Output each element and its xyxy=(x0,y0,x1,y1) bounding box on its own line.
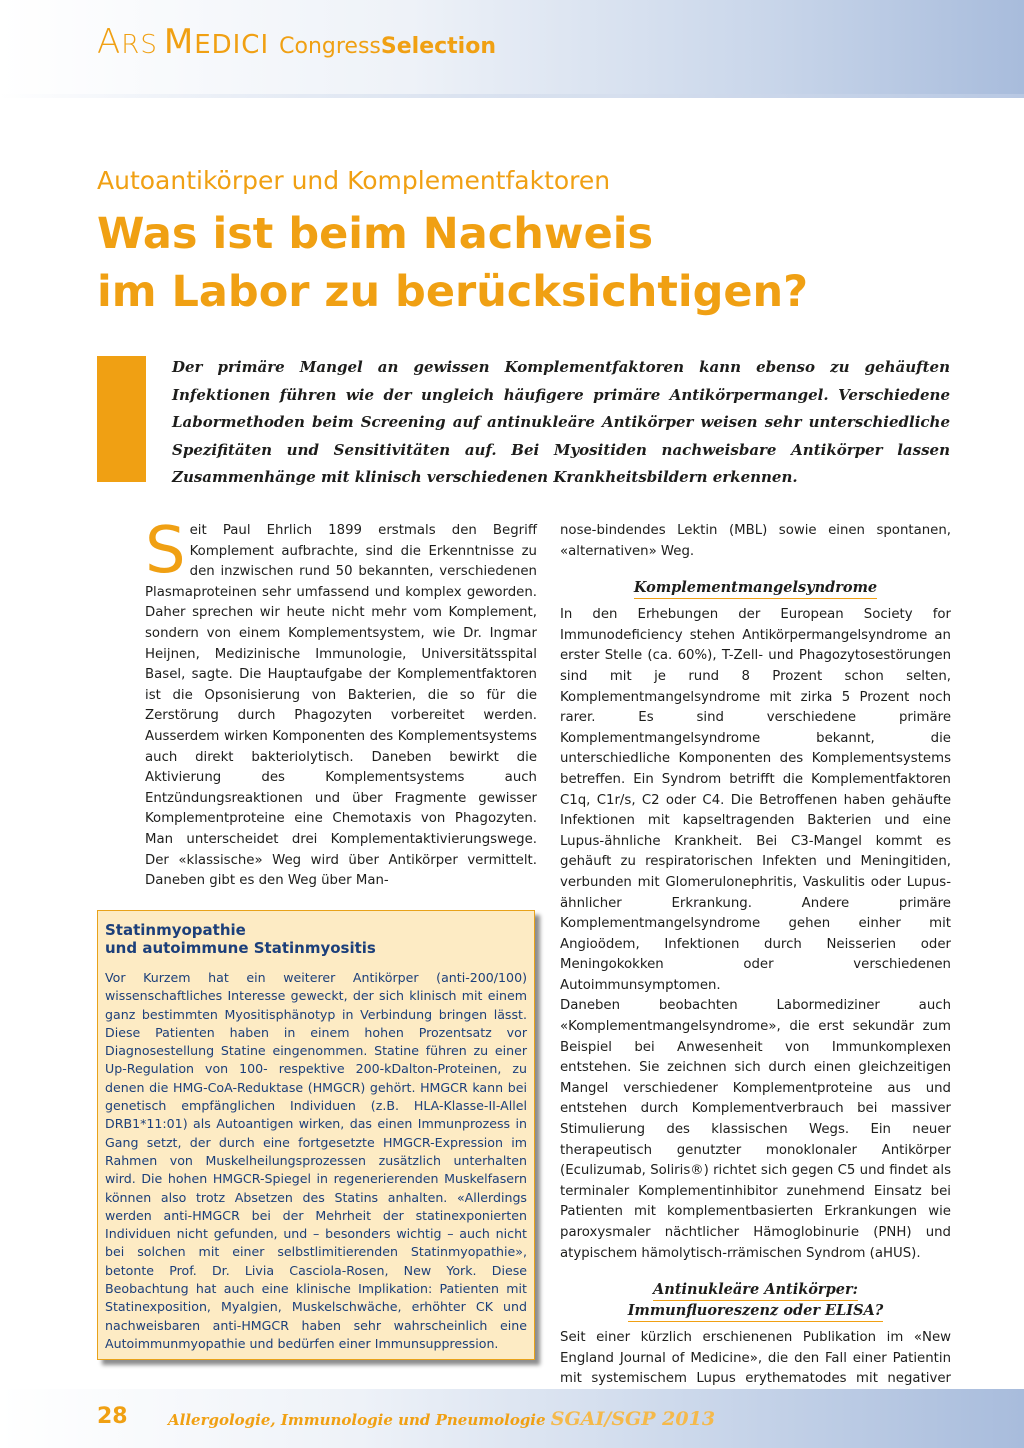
right-column-paragraph-1: In den Erhebungen der European Society for Immunodeficiency stehen Antikörpermangelsyndrome an erster Stelle (ca. 60%), T-Zell- und Phagozytosestörungen sind mit je rund 8 Prozent schon selten, Komplementmangelsyndrome mit zirka 5 Prozent noch rarer. Es sind verschiedene primäre Komplementmangelsyndrome bekannt, die unterschiedliche Komponenten des Komplementsystems betreffen. Ein Syndrom betrifft die Komplementfaktoren C1q, C1r/s, C2 oder C4. Die Betroffenen haben gehäufte Infektionen mit kapseltragenden Bakterien und eine Lupus-ähnliche Krankheit. Bei C3-Mangel kommt es gehäuft zu respiratorischen Infekten und Meningitiden, verbunden mit Glomerulonephritis, Vaskulitis oder Lupus-ähnlicher Erkrankung. Andere primäre Komplementmangelsyndrome gehen einher mit Angioödem, Infektionen durch Neisserien oder Meningokokken oder verschiedenen Autoimmunsymptomen. xyxy=(560,607,951,993)
journal-edition: SGAI/SGP 2013 xyxy=(550,1408,716,1430)
journal-title: Allergologie, Immunologie und Pneumologie xyxy=(168,1411,546,1429)
brand-congress: Congress xyxy=(279,34,381,59)
right-column-paragraph-2: Daneben beobachten Labormediziner auch «Komplementmangelsyndrome», die erst sekundär zum Beispiel bei Anwesenheit von Immunkomplexen entstehen. Sie zeichnen sich durch einen gleichzeitigen Mangel verschiedener Komplementproteine aus und entstehen durch Komplementverbrauch bei massiver Stimulierung des klassischen Wegs. Ein neuer therapeutisch genutzter monoklonaler Antikörper (Eculizumab, Soliris®) richtet sich gegen C5 und findet als terminaler Komplementinhibitor zunehmend Einsatz bei Patienten mit komplementbasierten Erkrankungen wie paroxysmaler nächtlicher Hämoglobinurie (PNH) und atypischem hämolytisch-rrämischen Syndrom (aHUS). xyxy=(560,998,951,1261)
brand-logo xyxy=(97,22,496,62)
brand-ars-initial: A xyxy=(97,22,122,62)
subhead-1-text: Komplementmangelsyndrome xyxy=(634,578,877,599)
brand-selection: Selection xyxy=(380,34,496,59)
left-column xyxy=(145,514,537,892)
journal-name xyxy=(168,1408,715,1430)
article-title-line-1: Was ist beim Nachweis xyxy=(97,209,654,259)
info-box-statinmyopathie xyxy=(97,910,535,1360)
info-box-title-line-1: Statinmyopathie xyxy=(105,921,246,939)
brand-ars-rest: RS xyxy=(121,30,158,60)
article-title-line-2: im Labor zu berücksichtigen? xyxy=(97,267,809,317)
left-column-text: eit Paul Ehrlich 1899 erstmals den Begriff Komplement aufbrachte, sind die Erkenntnisse zu den inzwischen rund 50 bekannten, verschiedenen Plasmaproteinen sehr umfassend und komplex geworden. Daher sprechen wir heute nicht mehr vom Komplement, sondern von einem Komplementsystem, wie Dr. Ingmar Heijnen, Medizinische Immunologie, Universitätsspital Basel, sagte. Die Hauptaufgabe der Komplementfaktoren ist die Opsonisierung von Bakterien, die so für die Zerstörung durch Phagozyten vorbereitet werden. Ausserdem wirken Komponenten des Komplementsystems auch direkt bakteriolytisch. Daneben bewirkt die Aktivierung des Komplementsystems auch Entzündungsreaktionen und über Fragmente gewisser Komplementproteine eine Chemotaxis von Phagozyten. Man unterscheidet drei Komplementaktivierungswege. Der «klassische» Weg wird über Antikörper vermittelt. Daneben gibt es den Weg über Man- xyxy=(145,523,537,889)
info-box-title xyxy=(105,921,527,957)
subhead-2-line-1: Antinukleäre Antikörper: xyxy=(653,1280,858,1301)
article-title xyxy=(97,205,957,321)
article-lead: Der primäre Mangel an gewissen Komplementfaktoren kann ebenso zu gehäuften Infektionen führen wie der ungleich häufigere primäre Antikörpermangel. Verschiedene Labormethoden beim Screening auf antinukleäre Antikörper weisen sehr unterschiedliche Spezifitäten und Sensitivitäten auf. Bei Myositiden nachweisbare Antikörper lassen Zusammenhänge mit klinisch verschiedenen Krankheitsbildern erkennen. xyxy=(172,358,950,486)
article-kicker: Autoantikörper und Komplementfaktoren xyxy=(97,166,611,195)
info-box-text: Vor Kurzem hat ein weiterer Antikörper (anti-200/100) wissenschaftliches Interesse geweckt, der sich klinisch mit einem ganz bestimmten Myositisphänotyp in Verbindung bringen lässt. Diese Patienten haben in einem hohen Prozentsatz vor Diagnosestellung Statine eingenommen. Statine führen zu einer Up-Regulation von 100- respektive 200-kDalton-Proteinen, zu denen die HMG-CoA-Reduktase (HMGCR) gehört. HMGCR kann bei genetisch empfänglichen Individuen (z.B. HLA-Klasse-II-Allel DRB1*11:01) als Autoantigen wirken, das einen Immunprozess in Gang setzt, der durch eine fortgesetzte HMGCR-Expression im Rahmen von Muskelheilungsprozessen zusätzlich unterhalten wird. Die hohen HMGCR-Spiegel in regenerierenden Muskelfasern können also trotz Absetzen des Statins anhalten. «Allerdings werden anti-HMGCR bei der Mehrheit der statinexponierten Individuen nicht gefunden, und – besonders wichtig – auch nicht bei solchen mit einer selbstlimitierenden Statinmyopathie», betonte Prof. Dr. Livia Casciola-Rosen, New York. Diese Beobachtung hat auch eine klinische Implikation: Patienten mit Statinexposition, Myalgien, Muskelschwäche, erhöhter CK und nachweisbaren anti-HMGCR haben sehr wahrscheinlich eine Autoimmunmyopathie und bedürfen einer Immunsuppression. xyxy=(105,970,527,1351)
subhead-2-line-2: Immunfluoreszenz oder ELISA? xyxy=(628,1301,884,1322)
page-number: 28 xyxy=(97,1404,128,1429)
subhead-komplementmangelsyndrome xyxy=(560,578,951,599)
brand-ars xyxy=(97,22,158,62)
right-column-paragraph-3: Seit einer kürzlich erschienenen Publikation im «New England Journal of Medicine», die den Fall einer Patientin mit systemischem Lupus erythematodes mit negativer xyxy=(560,1330,951,1387)
info-box-title-line-2: und autoimmune Statinmyositis xyxy=(105,939,376,957)
dropcap: S xyxy=(145,514,186,588)
right-column-intro: nose-bindendes Lektin (MBL) sowie einen spontanen, «alternativen» Weg. xyxy=(560,523,951,559)
brand-medici xyxy=(164,22,269,62)
brand-medici-initial: M xyxy=(163,22,195,62)
subhead-antinukleaere-antikoerper xyxy=(560,1280,951,1322)
brand-medici-rest: EDICI xyxy=(194,30,270,60)
lead-accent-bar xyxy=(97,356,146,482)
right-column xyxy=(560,521,951,1411)
